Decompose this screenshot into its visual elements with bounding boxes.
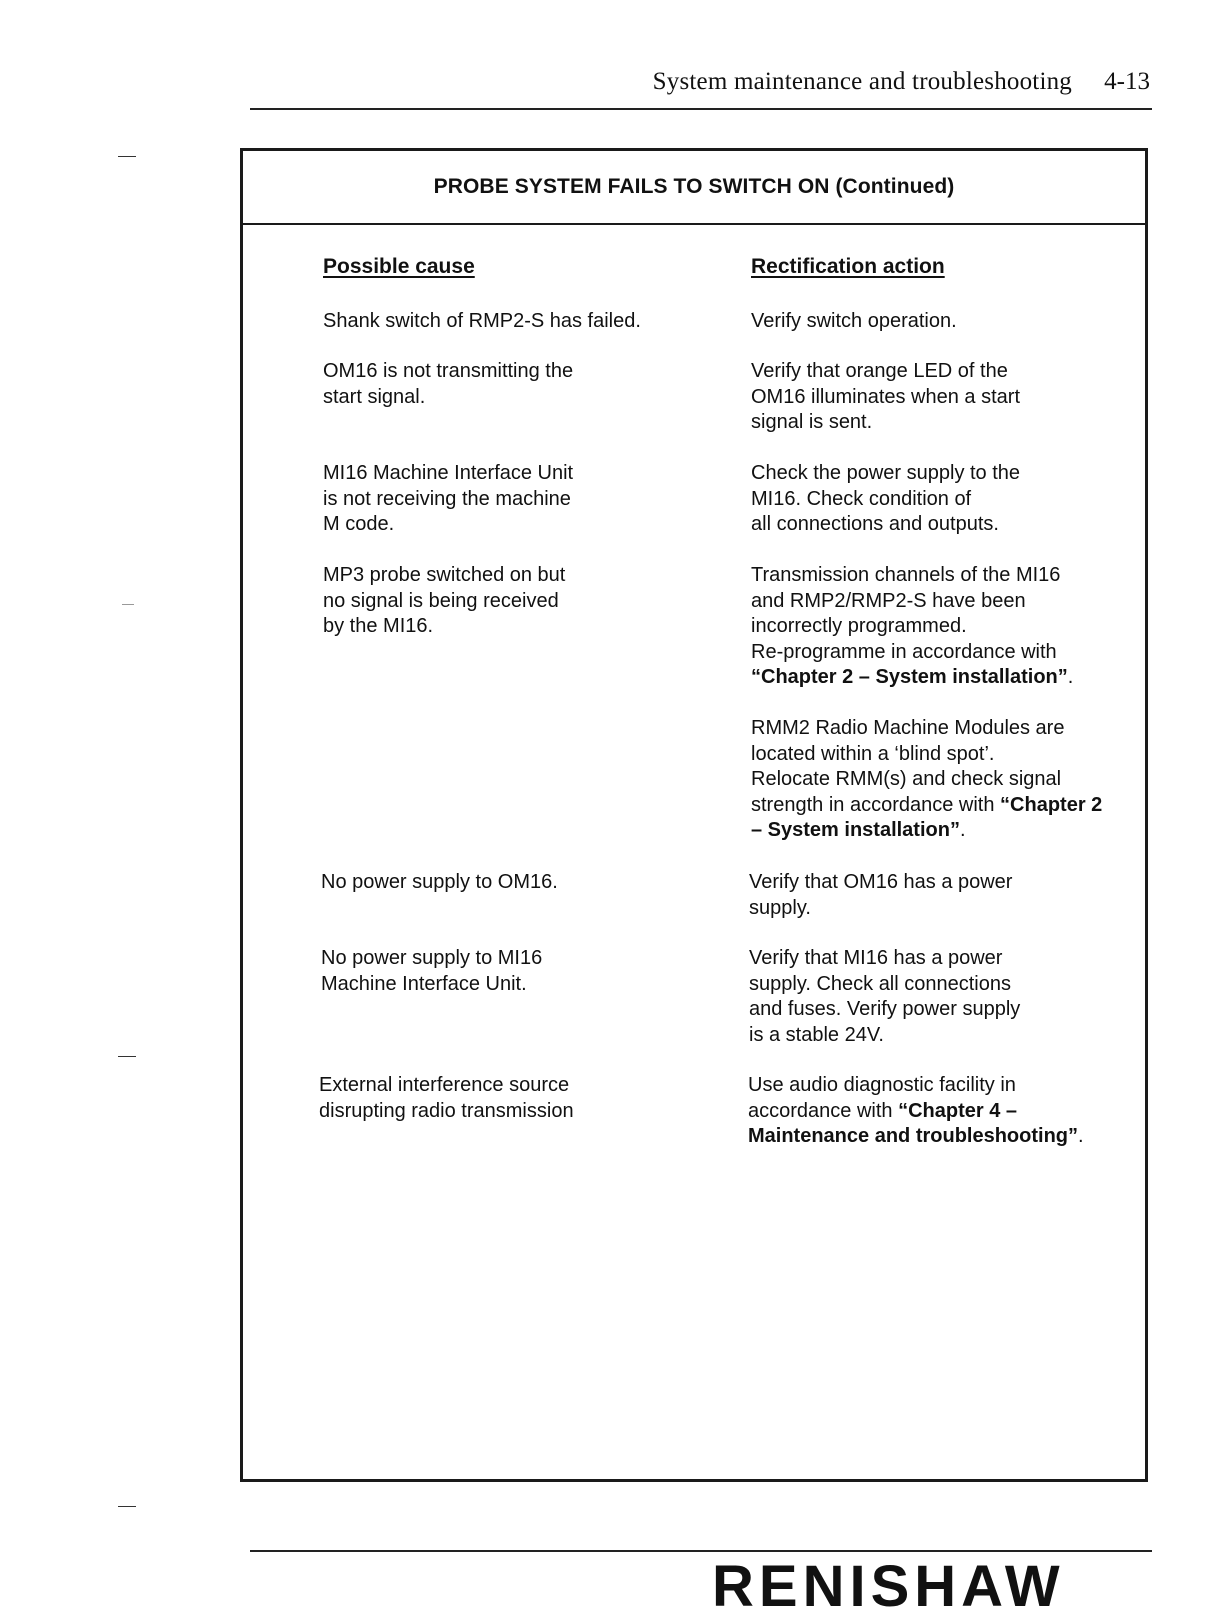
- cause-cell: [319, 1073, 699, 1124]
- action-cell: [751, 563, 1146, 691]
- action-line: Verify switch operation.: [751, 310, 957, 332]
- troubleshooting-table: [240, 148, 1148, 1482]
- cause-line: No power supply to MI16: [321, 947, 543, 969]
- chapter-reference: “Chapter 2: [1000, 793, 1103, 816]
- action-line: Verify that OM16 has a power: [749, 871, 1013, 893]
- punctuation: .: [1078, 1125, 1084, 1147]
- action-line: and RMP2/RMP2-S have been: [751, 589, 1026, 612]
- cause-line: Shank switch of RMP2-S has failed.: [323, 310, 641, 332]
- action-line: is a stable 24V.: [749, 1023, 884, 1046]
- action-line: supply. Check all connections: [749, 972, 1011, 995]
- action-line: all connections and outputs.: [751, 513, 999, 535]
- action-line: supply.: [749, 896, 811, 919]
- cause-cell: [323, 309, 703, 335]
- action-line: OM16 illuminates when a start: [751, 385, 1021, 408]
- action-line: Transmission channels of the MI16: [751, 564, 1061, 586]
- action-text: strength in accordance with: [751, 793, 1001, 816]
- cause-line: External interference source: [319, 1074, 570, 1096]
- action-cell: [749, 870, 1144, 921]
- chapter-reference: – System installation”: [751, 819, 960, 841]
- action-line: located within a ‘blind spot’.: [751, 742, 995, 765]
- cause-line: Machine Interface Unit.: [321, 972, 527, 995]
- cause-line: MP3 probe switched on but: [323, 564, 566, 586]
- cause-line: is not receiving the machine: [323, 487, 571, 510]
- action-line: Use audio diagnostic facility in: [748, 1074, 1016, 1096]
- section-title: System maintenance and troubleshooting: [652, 68, 1072, 95]
- page-number: 4-13: [1104, 68, 1150, 95]
- action-line: Verify that orange LED of the: [751, 360, 1008, 382]
- table-title: PROBE SYSTEM FAILS TO SWITCH ON (Continued): [243, 151, 1145, 225]
- action-line: [751, 793, 1146, 819]
- cause-column-header: Possible cause: [323, 255, 475, 278]
- cause-line: No power supply to OM16.: [321, 871, 558, 893]
- margin-mark: [118, 1056, 136, 1057]
- margin-mark: [118, 1506, 136, 1507]
- margin-mark: [118, 156, 136, 157]
- punctuation: .: [1067, 666, 1074, 688]
- action-line: signal is sent.: [751, 411, 873, 433]
- chapter-reference: “Chapter 4 –: [898, 1099, 1018, 1122]
- chapter-reference: Maintenance and troubleshooting”: [748, 1125, 1079, 1147]
- cause-line: disrupting radio transmission: [319, 1099, 574, 1122]
- chapter-reference: “Chapter 2 – System installation”: [751, 666, 1068, 688]
- cause-cell: [321, 946, 701, 997]
- cause-line: by the MI16.: [323, 615, 434, 637]
- cause-line: start signal.: [323, 385, 426, 408]
- action-cell: [751, 359, 1146, 436]
- action-cell: [751, 461, 1146, 538]
- margin-mark: [122, 604, 134, 605]
- renishaw-logo: [712, 1554, 1140, 1619]
- logo-text: RENISHAW: [712, 1554, 1065, 1619]
- running-header: [250, 64, 1152, 110]
- action-line: Check the power supply to the: [751, 462, 1021, 484]
- cause-cell: [323, 359, 703, 410]
- cause-line: M code.: [323, 513, 395, 535]
- action-line: [748, 1099, 1143, 1125]
- punctuation: .: [959, 819, 966, 841]
- action-line: MI16. Check condition of: [751, 487, 972, 510]
- action-line: [751, 665, 1146, 691]
- action-line: [751, 818, 1146, 844]
- action-line: Re-programme in accordance with: [751, 640, 1057, 663]
- action-cell: [751, 309, 1146, 335]
- action-line: Relocate RMM(s) and check signal: [751, 768, 1062, 790]
- action-column-header: Rectification action: [751, 255, 945, 278]
- cause-line: OM16 is not transmitting the: [323, 360, 574, 382]
- action-cell: [751, 716, 1146, 844]
- action-line: Verify that MI16 has a power: [749, 947, 1003, 969]
- action-line: RMM2 Radio Machine Modules are: [751, 717, 1065, 739]
- footer-rule: [250, 1550, 1152, 1552]
- action-cell: [748, 1073, 1143, 1150]
- cause-line: no signal is being received: [323, 589, 559, 612]
- cause-line: MI16 Machine Interface Unit: [323, 462, 574, 484]
- action-line: incorrectly programmed.: [751, 615, 967, 637]
- action-cell: [749, 946, 1144, 1048]
- action-text: accordance with: [748, 1099, 899, 1122]
- cause-cell: [323, 563, 703, 640]
- action-line: [748, 1124, 1143, 1150]
- action-line: and fuses. Verify power supply: [749, 998, 1021, 1020]
- cause-cell: [323, 461, 703, 538]
- cause-cell: [321, 870, 701, 896]
